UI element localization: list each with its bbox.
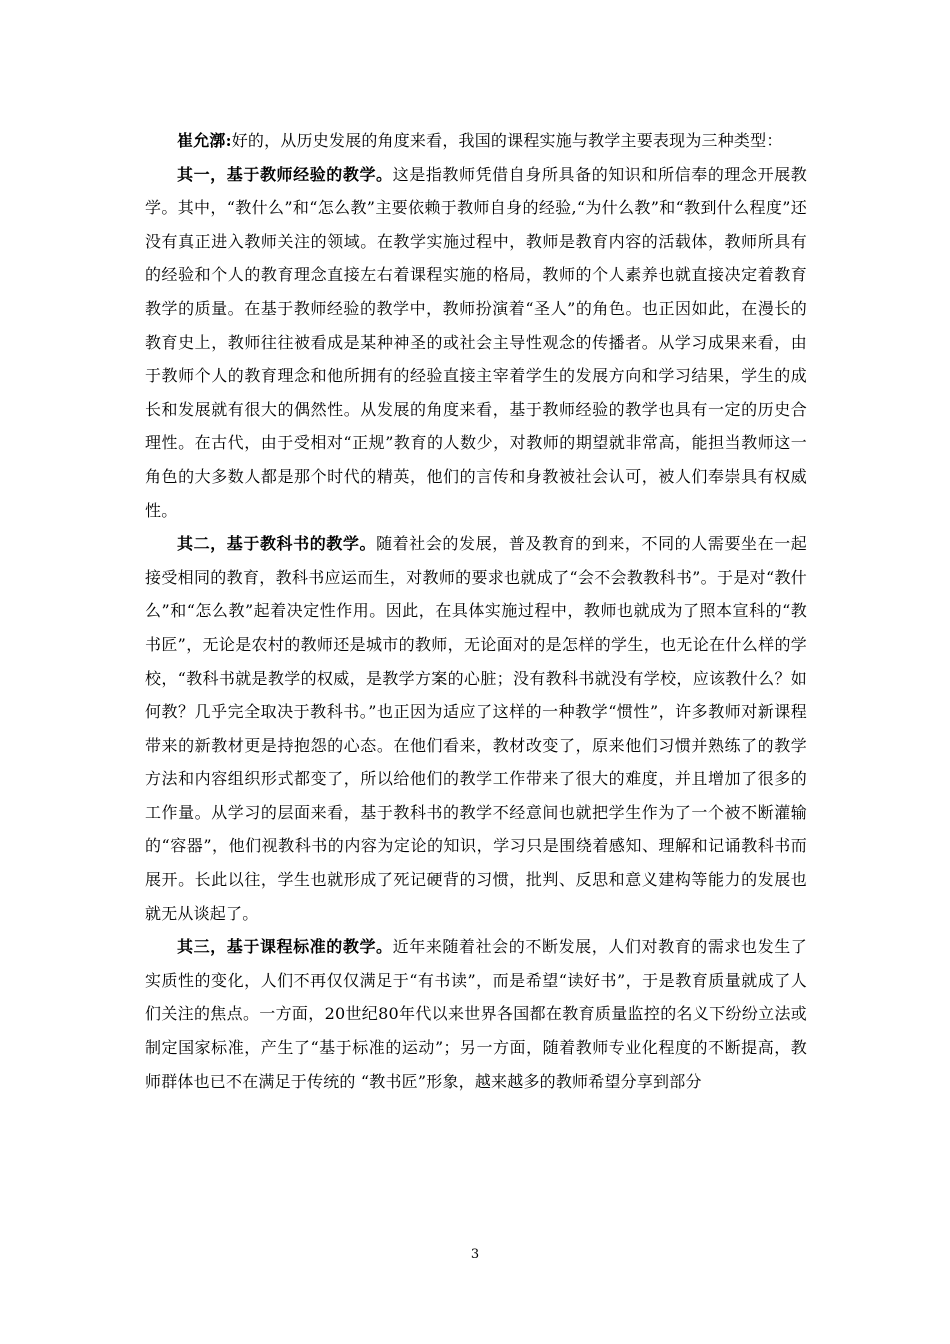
paragraph-heading: 其二，基于教科书的教学。: [177, 534, 377, 554]
paragraph-intro: [145, 124, 807, 158]
page-number: 3: [470, 1247, 480, 1262]
paragraph-heading: 其一，基于教师经验的教学。: [177, 164, 393, 184]
paragraph-text: 随着社会的发展，普及教育的到来，不同的人需要坐在一起接受相同的教育，教科书应运而生，对教师的要求也就成了“会不会教教科书”。于是对“教什么”和“怎么教”起着决定性作用。因此，在具体实施过程中，教师也就成为了照本宣科的“教书匠”，无论是农村的教师还是城市的教师，无论面对的是怎样的学生，也无论在什么样的学校，“教科书就是教学的权威，是教学方案的心脏；没有教科书就没有学校，应该教什么？如何教？几乎完全取决于教科书。”也正因为适应了这样的一种教学“惯性”，许多教师对新课程带来的新教材更是持抱怨的心态。在他们看来，教材改变了，原来他们习惯并熟练了的教学方法和内容组织形式都变了，所以给他们的教学工作带来了很大的难度，并且增加了很多的工作量。从学习的层面来看，基于教科书的教学不经意间也就把学生作为了一个被不断灌输的“容器”，他们视教科书的内容为定论的知识，学习只是围绕着感知、理解和记诵教科书而展开。长此以往，学生也就形成了死记硬背的习惯，批判、反思和意义建构等能力的发展也就无从谈起了。: [145, 534, 808, 923]
paragraph-type-two: [145, 527, 807, 930]
paragraph-type-three: [145, 930, 807, 1098]
document-body: [145, 124, 807, 1098]
paragraph-text: 这是指教师凭借自身所具备的知识和所信奉的理念开展教学。其中，“教什么”和“怎么教”主要依赖于教师自身的经验,“为什么教”和“教到什么程度”还没有真正进入教师关注的领域。在教学实施过程中，教师是教育内容的活载体，教师所具有的经验和个人的教育理念直接左右着课程实施的格局，教师的个人素养也就直接决定着教育教学的质量。在基于教师经验的教学中，教师扮演着“圣人”的角色。也正因如此，在漫长的教育史上，教师往往被看成是某种神圣的或社会主导性观念的传播者。从学习成果来看，由于教师个人的教育理念和他所拥有的经验直接主宰着学生的发展方向和学习结果，学生的成长和发展就有很大的偶然性。从发展的角度来看，基于教师经验的教学也具有一定的历史合理性。在古代，由于受相对“正规”教育的人数少，对教师的期望就非常高，能担当教师这一角色的大多数人都是那个时代的精英，他们的言传和身教被社会认可，被人们奉崇具有权威性。: [145, 164, 807, 520]
paragraph-text: 好的，从历史发展的角度来看，我国的课程实施与教学主要表现为三种类型：: [231, 131, 783, 150]
paragraph-text: 近年来随着社会的不断发展，人们对教育的需求也发生了实质性的变化，人们不再仅仅满足于“有书读”，而是希望“读好书”，于是教育质量就成了人们关注的焦点。一方面，20世纪80年代以来世界各国都在教育质量监控的名义下纷纷立法或制定国家标准，产生了“基于标准的运动”；另一方面，随着教师专业化程度的不断提高，教师群体也已不在满足于传统的 “教书匠”形象，越来越多的教师希望分享到部分: [145, 937, 807, 1091]
paragraph-type-one: [145, 158, 807, 528]
speaker-name: 崔允漷:: [177, 131, 232, 150]
paragraph-heading: 其三，基于课程标准的教学。: [177, 937, 393, 957]
